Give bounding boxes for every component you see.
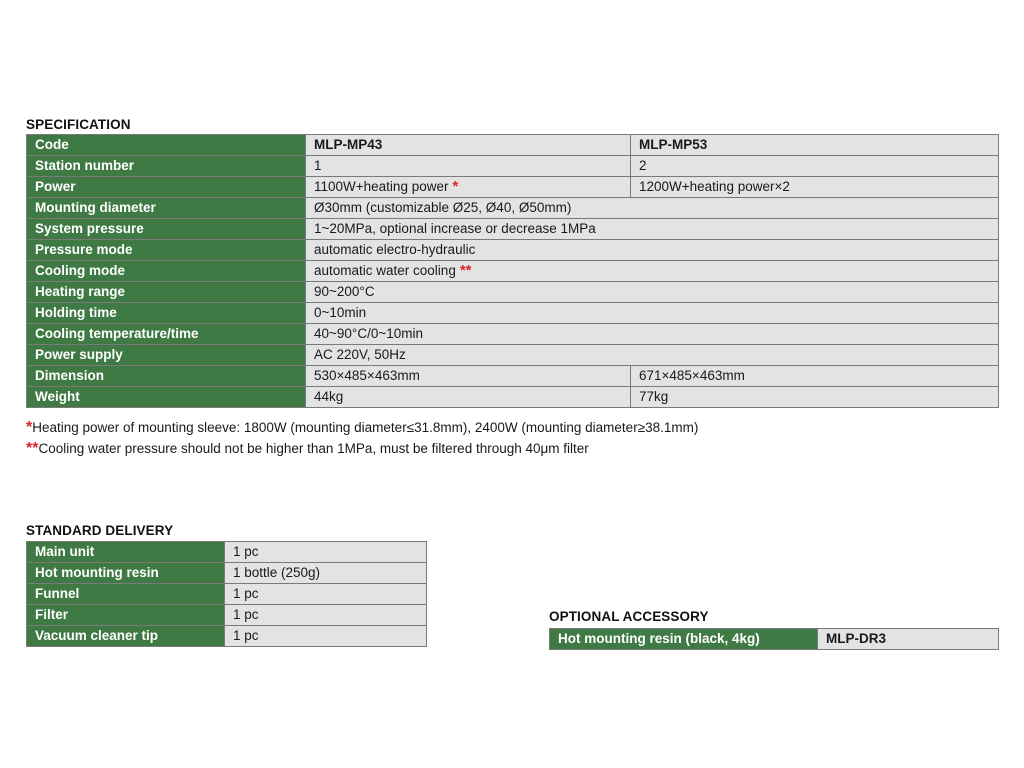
table-row <box>27 345 999 366</box>
row-label: Code <box>27 135 306 156</box>
row-label: Filter <box>27 605 225 626</box>
footnote-text: Heating power of mounting sleeve: 1800W (mounting diameter≤31.8mm), 2400W (mounting diameter≥38.1mm) <box>32 420 699 435</box>
row-value: 1 <box>306 156 631 177</box>
table-row <box>27 626 427 647</box>
table-row <box>27 324 999 345</box>
table-row <box>27 261 999 282</box>
table-row <box>27 198 999 219</box>
row-label: Cooling temperature/time <box>27 324 306 345</box>
footnote <box>26 419 698 437</box>
table-row <box>27 366 999 387</box>
row-value: automatic electro-hydraulic <box>306 240 999 261</box>
footnote-mark: ** <box>26 440 39 457</box>
table-row <box>27 177 999 198</box>
row-value: Ø30mm (customizable Ø25, Ø40, Ø50mm) <box>306 198 999 219</box>
table-row <box>27 605 427 626</box>
table-row <box>27 240 999 261</box>
table-row <box>27 584 427 605</box>
row-value: 1200W+heating power×2 <box>631 177 999 198</box>
row-value: 40~90°C/0~10min <box>306 324 999 345</box>
row-label: Holding time <box>27 303 306 324</box>
row-label: Hot mounting resin (black, 4kg) <box>550 629 818 650</box>
row-value: 671×485×463mm <box>631 366 999 387</box>
row-value: 44kg <box>306 387 631 408</box>
row-value <box>306 261 999 282</box>
power-value: 1100W+heating power <box>314 179 449 194</box>
model-mp43-header: MLP-MP43 <box>306 135 631 156</box>
row-value: 1 pc <box>225 584 427 605</box>
row-label: System pressure <box>27 219 306 240</box>
row-label: Vacuum cleaner tip <box>27 626 225 647</box>
optional-accessory-table <box>549 628 999 650</box>
row-value: 0~10min <box>306 303 999 324</box>
row-label: Station number <box>27 156 306 177</box>
row-value: 1~20MPa, optional increase or decrease 1MPa <box>306 219 999 240</box>
model-mp53-header: MLP-MP53 <box>631 135 999 156</box>
footnote-mark: ** <box>459 262 472 279</box>
row-value <box>306 177 631 198</box>
row-label: Main unit <box>27 542 225 563</box>
row-value: 1 pc <box>225 605 427 626</box>
table-row <box>27 219 999 240</box>
footnote-mark: * <box>26 419 33 436</box>
table-row <box>27 156 999 177</box>
row-value: 530×485×463mm <box>306 366 631 387</box>
row-value: 1 pc <box>225 626 427 647</box>
table-row <box>27 282 999 303</box>
footnote-text: Cooling water pressure should not be higher than 1MPa, must be filtered through 40μm filter <box>38 441 589 456</box>
table-row <box>27 563 427 584</box>
row-label: Hot mounting resin <box>27 563 225 584</box>
row-label: Power supply <box>27 345 306 366</box>
footnote <box>26 440 589 458</box>
specification-title: SPECIFICATION <box>26 117 131 132</box>
row-label: Pressure mode <box>27 240 306 261</box>
row-label: Heating range <box>27 282 306 303</box>
standard-delivery-title: STANDARD DELIVERY <box>26 523 174 538</box>
table-row <box>27 303 999 324</box>
row-label: Mounting diameter <box>27 198 306 219</box>
row-label: Funnel <box>27 584 225 605</box>
row-value: 1 pc <box>225 542 427 563</box>
row-value: 77kg <box>631 387 999 408</box>
row-label: Power <box>27 177 306 198</box>
row-label: Dimension <box>27 366 306 387</box>
row-label: Weight <box>27 387 306 408</box>
row-value: 90~200°C <box>306 282 999 303</box>
row-label: Cooling mode <box>27 261 306 282</box>
standard-delivery-table <box>26 541 427 647</box>
row-value: 2 <box>631 156 999 177</box>
table-row <box>27 542 427 563</box>
cooling-mode-value: automatic water cooling <box>314 263 456 278</box>
table-row <box>27 135 999 156</box>
table-row <box>27 387 999 408</box>
row-value: MLP-DR3 <box>818 629 999 650</box>
table-row <box>550 629 999 650</box>
footnote-mark: * <box>452 178 459 195</box>
row-value: AC 220V, 50Hz <box>306 345 999 366</box>
optional-accessory-title: OPTIONAL ACCESSORY <box>549 609 709 624</box>
specification-table <box>26 134 999 408</box>
row-value: 1 bottle (250g) <box>225 563 427 584</box>
